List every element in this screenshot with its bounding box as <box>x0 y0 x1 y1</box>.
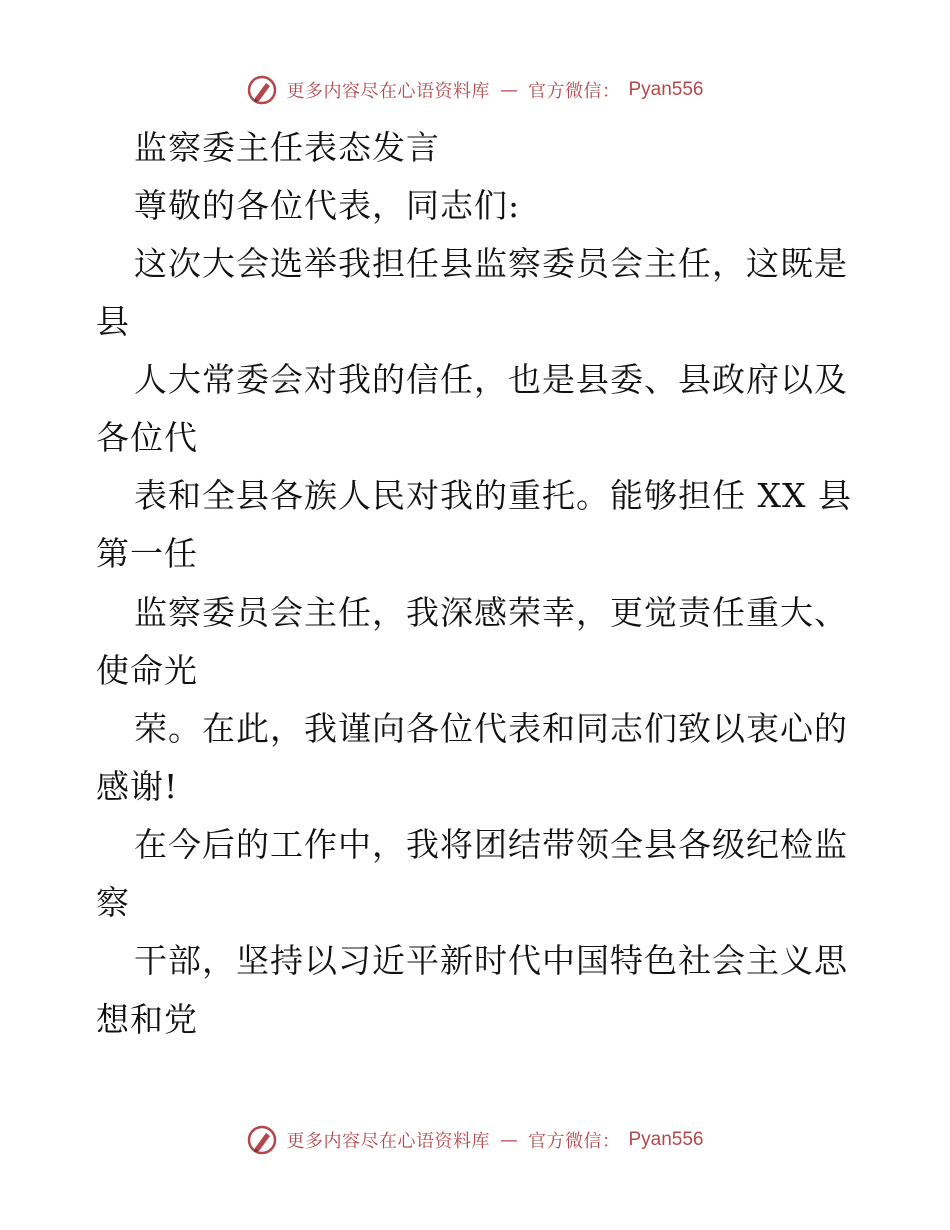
salutation: 尊敬的各位代表，同志们: <box>134 186 521 225</box>
watermark-wechat-id: Pyan556 <box>628 79 704 100</box>
text-line: 荣。在此，我谨向各位代表和同志们致以衷心的 <box>134 709 848 748</box>
text-line: 这次大会选举我担任县监察委员会主任，这既是 <box>134 244 848 283</box>
watermark-official-label: 官方微信： <box>527 81 621 102</box>
footer-watermark <box>0 1120 950 1160</box>
text-line: 使命光 <box>96 651 198 690</box>
watermark-separator: — <box>499 1129 518 1151</box>
watermark-separator: — <box>499 79 518 101</box>
text-line: 想和党 <box>96 1000 198 1039</box>
text-line: 人大常委会对我的信任，也是县委、县政府以及 <box>134 360 848 399</box>
text-line: 县 <box>96 302 130 341</box>
text-line: 在今后的工作中，我将团结带领全县各级纪检监 <box>134 825 848 864</box>
header-watermark <box>0 70 950 110</box>
text-line: 表和全县各族人民对我的重托。能够担任 XX 县 <box>134 476 852 515</box>
text-line: 各位代 <box>96 418 198 457</box>
text-line: 监察委员会主任，我深感荣幸，更觉责任重大、 <box>134 593 848 632</box>
text-line: 察 <box>96 883 130 922</box>
text-line: 第一任 <box>96 534 198 573</box>
pen-nib-logo-icon <box>246 74 278 106</box>
watermark-official-label: 官方微信： <box>527 1131 621 1152</box>
text-line: 干部，坚持以习近平新时代中国特色社会主义思 <box>134 941 848 980</box>
text-line: 感谢! <box>96 767 179 806</box>
pen-nib-logo-icon <box>246 1124 278 1156</box>
document-title: 监察委主任表态发言 <box>134 128 440 167</box>
watermark-main-text: 更多内容尽在心语资料库 <box>286 81 490 102</box>
watermark-main-text: 更多内容尽在心语资料库 <box>286 1131 490 1152</box>
watermark-wechat-id: Pyan556 <box>628 1129 704 1150</box>
